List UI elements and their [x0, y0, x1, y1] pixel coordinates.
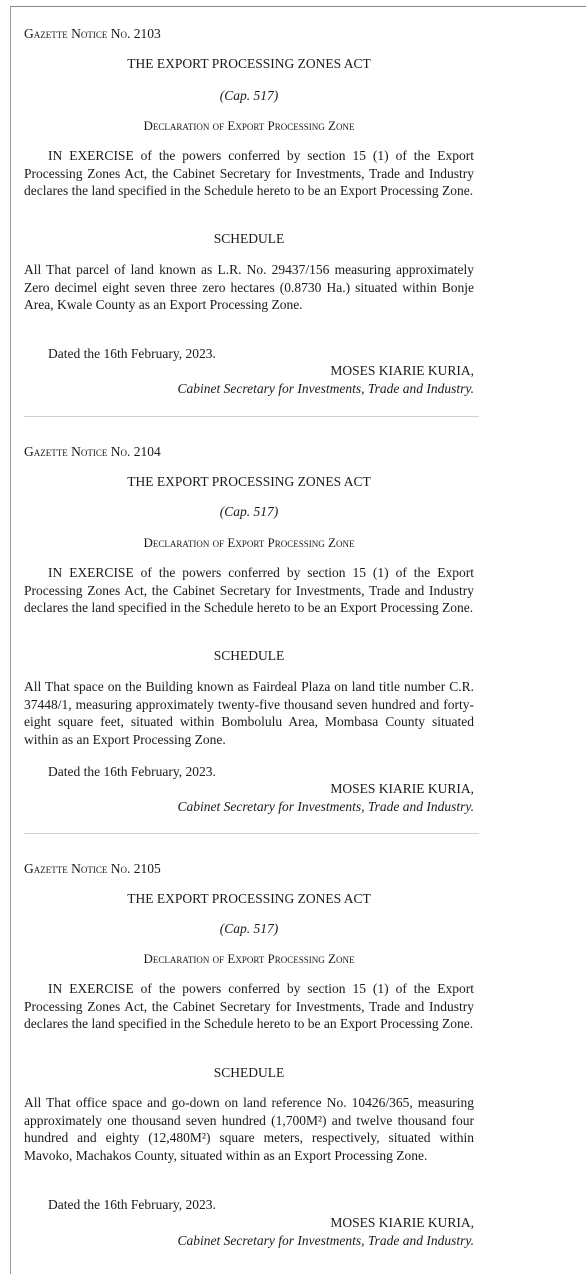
signatory-title: Cabinet Secretary for Investments, Trade and Industry.	[177, 1233, 474, 1248]
notice-number: Gazette Notice No. 2103	[24, 26, 161, 41]
declaration-heading: Declaration of Export Processing Zone	[143, 118, 355, 133]
exercise-paragraph: IN EXERCISE of the powers conferred by section 15 (1) of the Export Processing Zones Act, the Cabinet Secretary for Investments, Trade and Industry declares the land specified in the Schedule hereto to be an Export Processing Zone.	[24, 981, 474, 1031]
left-margin-rule	[10, 6, 11, 1274]
signatory-title: Cabinet Secretary for Investments, Trade and Industry.	[177, 799, 474, 814]
dated-line: Dated the 16th February, 2023.	[48, 346, 216, 361]
signatory-title: Cabinet Secretary for Investments, Trade and Industry.	[177, 381, 474, 396]
notice-divider	[24, 416, 479, 417]
notice-divider	[24, 833, 479, 834]
dated-line: Dated the 16th February, 2023.	[48, 764, 216, 779]
cap-reference: (Cap. 517)	[219, 88, 279, 103]
signatory-name: MOSES KIARIE KURIA,	[330, 1215, 474, 1230]
act-title: THE EXPORT PROCESSING ZONES ACT	[127, 891, 371, 906]
exercise-paragraph: IN EXERCISE of the powers conferred by section 15 (1) of the Export Processing Zones Act, the Cabinet Secretary for Investments, Trade and Industry declares the land specified in the Schedule hereto to be an Export Processing Zone.	[24, 148, 474, 198]
schedule-heading: SCHEDULE	[213, 648, 285, 663]
notice-number: Gazette Notice No. 2105	[24, 861, 161, 876]
schedule-heading: SCHEDULE	[213, 1065, 285, 1080]
cap-reference: (Cap. 517)	[219, 921, 279, 936]
act-title: THE EXPORT PROCESSING ZONES ACT	[127, 474, 371, 489]
schedule-paragraph: All That office space and go-down on land reference No. 10426/365, measuring approximately one thousand seven hundred (1,700M²) and twelve thousand four hundred and eighty (12,480M²) square meters, respectively, situated within Mavoko, Machakos County, situated within as an Export Processing Zone.	[24, 1095, 474, 1163]
cap-reference: (Cap. 517)	[219, 504, 279, 519]
dated-line: Dated the 16th February, 2023.	[48, 1197, 216, 1212]
exercise-paragraph: IN EXERCISE of the powers conferred by section 15 (1) of the Export Processing Zones Act, the Cabinet Secretary for Investments, Trade and Industry declares the land specified in the Schedule hereto to be an Export Processing Zone.	[24, 565, 474, 615]
schedule-heading: SCHEDULE	[213, 231, 285, 246]
schedule-paragraph: All That space on the Building known as Fairdeal Plaza on land title number C.R. 37448/1, measuring approximately twenty-five thousand seven hundred and forty-eight square feet, situated within Bombolulu Area, Mombasa County situated within as an Export Processing Zone.	[24, 679, 474, 747]
signatory-name: MOSES KIARIE KURIA,	[330, 781, 474, 796]
notice-number: Gazette Notice No. 2104	[24, 444, 161, 459]
declaration-heading: Declaration of Export Processing Zone	[143, 951, 355, 966]
signatory-name: MOSES KIARIE KURIA,	[330, 363, 474, 378]
act-title: THE EXPORT PROCESSING ZONES ACT	[127, 56, 371, 71]
top-rule	[10, 6, 586, 7]
schedule-paragraph: All That parcel of land known as L.R. No. 29437/156 measuring approximately Zero decimel eight seven three zero hectares (0.8730 Ha.) situated within Bonje Area, Kwale County as an Export Processing Zone.	[24, 262, 474, 312]
declaration-heading: Declaration of Export Processing Zone	[143, 535, 355, 550]
